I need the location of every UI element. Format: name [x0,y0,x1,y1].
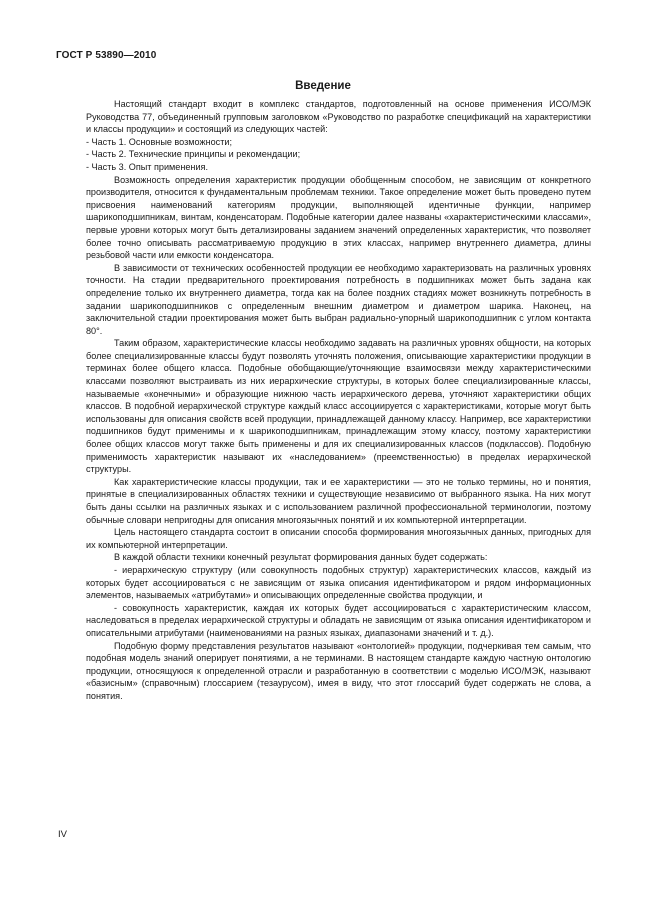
paragraph: Настоящий стандарт входит в комплекс стандартов, подготовленный на основе применения ИСО/МЭК Руководства 77, объединенный групповым заголовком «Руководство по разработке спецификаций на характеристики и классы продукции» и состоящий из следующих частей: [86,99,591,135]
list-item: - Часть 3. Опыт применения. [86,161,208,172]
paragraph: Как характеристические классы продукции, так и ее характеристики — это не только термины, но и понятия, принятые в специализированных областях техники и существующие независимо от выбранного языка. На них могут быть даны ссылки на различных языках и с использованием различной профессиональной терминологии, поэтому обычные словари непригодны для описания многоязычных понятий и их компьютерной интерпретации. [86,476,591,525]
paragraph: Возможность определения характеристик продукции обобщенным способом, не зависящим от конкретного производителя, относится к фундаментальным проблемам техники. Такое определение может быть проведено путем присвоения наименований категориям продукции, выполняющей идентичные функции, например шарикоподшипникам, винтам, конденсаторам. Подобные категории далее названы «характеристическими классами», первые уровни которых могут быть детализированы заданием значений определенных характеристик, что позволяет более точно описывать рассматриваемую продукцию в этих классах, например внутреннего диаметра, длины резьбовой части или емкости конденсатора. [86,174,591,261]
section-title: Введение [295,80,351,92]
document-header: ГОСТ Р 53890—2010 [56,50,157,61]
page-number: IV [58,829,67,840]
paragraph: Таким образом, характеристические классы необходимо задавать на различных уровнях общности, на которых более специализированные классы будут позволять уточнять положения, описывающие характеристики продукции в терминах более общего класса. Подобные обобщающие/уточняющие взаимосвязи между характеристическими классами позволяют выстраивать из них иерархические структуры, в которых более специализированные классы, называемые «конечными» и образующие нижнюю часть иерархического дерева, уточняют характеристики общих классов. В подобной иерархической структуре каждый класс ассоциируется с характеристиками, которые могут быть использованы для описания свойств всей продукции, принадлежащей данному классу. Например, все характеристики подшипников будут применимы и к шарикоподшипникам, принадлежащим этому классу, поэтому характеристики более общих классов могут также быть применены и для их специализированных классов (подклассов). Подобную применимость характеристик называют их «наследованием» (преемственностью) в пределах иерархической структуры. [86,338,591,475]
paragraph: Подобную форму представления результатов называют «онтологией» продукции, подчеркивая тем самым, что подобная модель знаний оперирует понятиями, а не терминами. В настоящем стандарте каждую частную онтологию продукции, относящуюся к определенной отрасли и разработанную в соответствии с моделью ИСО/МЭК, называют «базисным» (справочным) глоссарием (тезаурусом), имея в виду, что этот глоссарий будет содержать не слова, а понятия. [86,640,591,701]
list-item: - совокупность характеристик, каждая их которых будет ассоциироваться с характеристическим классом, наследоваться в пределах иерархической структуры и обладать не зависящим от языка описания идентификатором и описательными атрибутами (наименованиями на разных языках, диапазонами значений и т. д.). [86,602,591,638]
document-body [86,98,591,703]
paragraph: В зависимости от технических особенностей продукции ее необходимо характеризовать на различных уровнях точности. На стадии предварительного проектирования потребность в подшипниках может быть задана как определение только их внутреннего диаметра, тогда как на более поздних стадиях может возникнуть потребность в задании шарикоподшипников с определенным внешним диаметром и диаметром шарика. Наконец, на заключительной стадии проектирования может быть выбран радиально-упорный шарикоподшипник с углом контакта 80°. [86,262,591,336]
list-item: - Часть 1. Основные возможности; [86,136,232,147]
paragraph: В каждой области техники конечный результат формирования данных будет содержать: [114,552,488,563]
paragraph: Цель настоящего стандарта состоит в описании способа формирования многоязычных данных, пригодных для их компьютерной интерпретации. [86,527,591,550]
list-item: - иерархическую структуру (или совокупность подобных структур) характеристических классов, каждый из которых будет ассоциироваться с не зависящим от языка описания идентификатором и рядом информационных элементов, называемых «атрибутами» и описывающих определенные свойства продукции, и [86,564,591,601]
list-item: - Часть 2. Технические принципы и рекомендации; [86,149,301,160]
